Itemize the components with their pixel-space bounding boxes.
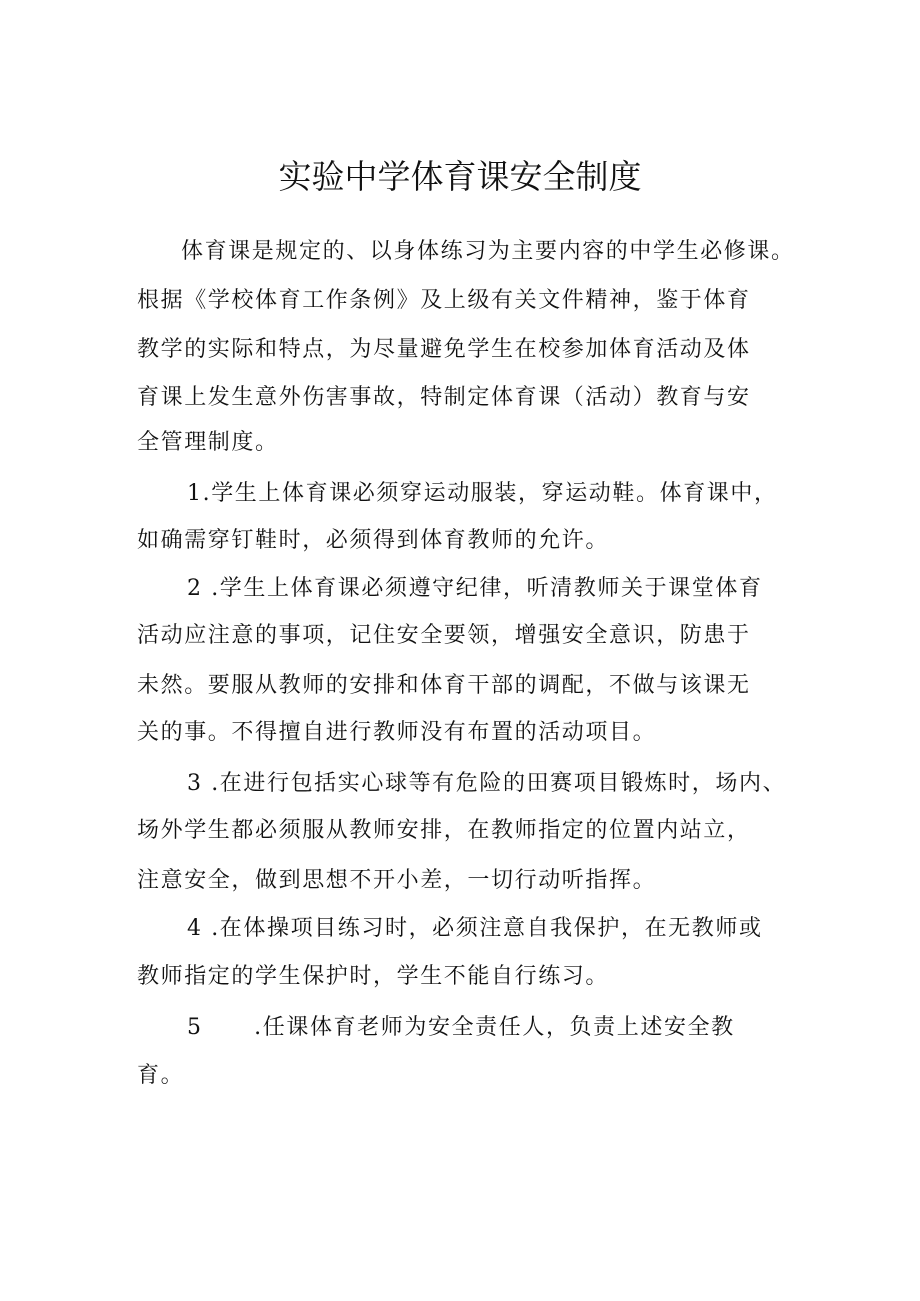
rule-3-line-1: 3 .在进行包括实心球等有危险的田赛项目锻炼时，场内、: [187, 771, 787, 796]
rule-5-line-1: 5 .任课体育老师为安全责任人，负责上述安全教: [187, 1015, 735, 1040]
rule-4-line-2: 教师指定的学生保护时，学生不能自行练习。: [137, 964, 610, 989]
rule-2-line-1: 2 .学生上体育课必须遵守纪律，听清教师关于课堂体育: [187, 576, 763, 601]
intro-line-3: 教学的实际和特点，为尽量避免学生在校参加体育活动及体: [137, 337, 751, 362]
rule-2-line-3: 未然。要服从教师的安排和体育干部的调配，不做与该课无: [137, 673, 751, 698]
rule-2-line-4: 关的事。不得擅自进行教师没有布置的活动项目。: [137, 720, 657, 745]
rule-3-line-2: 场外学生都必须服从教师安排，在教师指定的位置内站立，: [137, 818, 751, 843]
rule-5-line-2: 育。: [137, 1063, 185, 1088]
intro-line-4: 育课上发生意外伤害事故，特制定体育课（活动）教育与安: [137, 385, 751, 410]
rule-1-line-1: 1.学生上体育课必须穿运动服装，穿运动鞋。体育课中，: [187, 481, 778, 506]
document-title: 实验中学体育课安全制度: [278, 157, 642, 196]
intro-line-1: 体育课是规定的、以身体练习为主要内容的中学生必修课。: [181, 239, 795, 264]
rule-3-line-3: 注意安全，做到思想不开小差，一切行动听指挥。: [137, 868, 657, 893]
intro-line-2: 根据《学校体育工作条例》及上级有关文件精神，鉴于体育: [137, 288, 751, 313]
rule-2-line-2: 活动应注意的事项，记住安全要领，增强安全意识，防患于: [137, 623, 751, 648]
intro-line-5: 全管理制度。: [137, 430, 279, 455]
rule-1-line-2: 如确需穿钉鞋时，必须得到体育教师的允许。: [137, 528, 610, 553]
rule-4-line-1: 4 .在体操项目练习时，必须注意自我保护，在无教师或: [187, 916, 763, 941]
